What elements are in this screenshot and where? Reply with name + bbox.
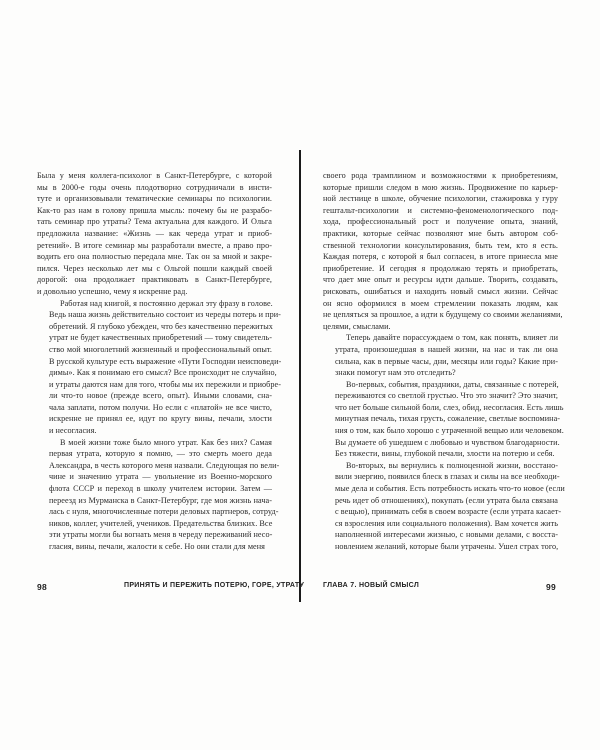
paragraph	[37, 170, 272, 298]
text-line: Теперь давайте порассуждаем о том, как понять, влияет ли	[346, 333, 558, 343]
text-line: Александра, в честь которого меня назвали. Следующая по вели-	[49, 460, 280, 470]
text-line: ство мой многолетний жизненный и профессиональный опыт.	[49, 344, 272, 354]
text-line: и довольно успешно, чему я искренне рад.	[37, 286, 188, 296]
text-line: В русской культуре есть выражение «Пути Господни неисповеди-	[49, 356, 282, 366]
text-line: которые пришли следом в мою жизнь. Продвижение по карьер-	[323, 182, 558, 192]
text-line: искренне не принял ее, идут по кругу вины, печали, злости	[49, 414, 272, 424]
paragraph	[323, 379, 564, 460]
paragraph	[323, 460, 565, 553]
text-line: Была у меня коллега-психолог в Санкт-Петербурге, с которой	[37, 171, 272, 180]
text-line: ретений». В итоге семинар мы разработали вместе, а право про-	[37, 240, 272, 250]
text-line: обретений. Я глубоко убежден, что без качественно пережитых	[49, 321, 273, 331]
text-line: с вещью), принимать себя в своем возрасте (если утрата касает-	[335, 507, 562, 517]
text-line: утрата, произошедшая в нашей жизни, на нас и так ли она	[335, 344, 558, 354]
left-running-head	[124, 582, 304, 589]
page-number: 99	[546, 582, 557, 592]
text-line: знаки помогут нам это отследить?	[335, 368, 456, 378]
text-line: ников, коллег, учителей, учеников. Предательства близких. Все	[49, 518, 273, 528]
running-head-text: ПРИНЯТЬ И ПЕРЕЖИТЬ ПОТЕРЮ, ГОРЕ, УТРАТУ	[124, 582, 305, 589]
text-line: тать семинар про утраты? Тема актуальна для каждого. И Ольга	[37, 217, 272, 227]
text-line: ственной технологии консультирования, быть тем, кто я есть.	[323, 240, 558, 250]
text-line: Каждая потеря, с которой я был согласен, в итоге принесла мне	[323, 252, 558, 262]
text-line: целями, смыслами.	[323, 321, 391, 331]
text-line: В моей жизни тоже было много утрат. Как без них? Самая	[60, 437, 272, 447]
right-folio-number	[546, 582, 556, 592]
left-folio-number	[37, 582, 47, 592]
text-line: своего рода трамплином и возможностями к приобретениям,	[323, 171, 558, 180]
text-line: мые дела и события. Есть потребность искать что-то новое (если	[335, 484, 565, 494]
text-line: водить его она полностью передала мне. Так он за мной и закре-	[37, 252, 272, 262]
text-line: лась с нуля, многочисленные потери деловых партнеров, сотруд-	[49, 507, 279, 517]
text-line: чала заплати, потом получи. Но если с «платой» не все чисто,	[49, 402, 272, 412]
text-line: первая утрата, которую я помню, — это смерть моего деда	[49, 449, 272, 459]
text-line: и утраты даются нам для того, чтобы мы их пережили и приобре-	[49, 379, 281, 389]
text-line: не цепляться за прошлое, а идти к будущему со своими желаниями,	[323, 310, 563, 320]
text-line: предложила название: «Жизнь — как череда утрат и приоб-	[37, 228, 272, 238]
text-line: новлением желаний, которые были утрачены. Ушел страх того,	[335, 542, 559, 551]
text-line: что нет больше сильной боли, слез, обид, несогласия. Есть лишь	[335, 402, 564, 412]
text-line: гласия, вины, печали, жалости к себе. Но они стали для меня	[49, 542, 265, 551]
text-line: рисковать, ошибаться и находить новый смысл жизни. Сейчас	[323, 286, 558, 296]
paragraph	[37, 298, 282, 437]
text-line: Как-то раз нам в голову пришла мысль: почему бы не разрабо-	[37, 205, 272, 215]
paragraph	[323, 170, 563, 332]
text-line: утрат не будет качественных приобретений — тому свидетель-	[49, 333, 272, 343]
text-line: эти утраты могли бы вогнать меня в череду переживаний несо-	[49, 530, 273, 540]
running-head-text: ГЛАВА 7. НОВЫЙ СМЫСЛ	[323, 582, 420, 589]
text-line: пился. Через несколько лет мы с Ольгой пошли каждый своей	[37, 263, 272, 273]
text-line: ной лестнице в школе, обучение психологии, стажировка у гуру	[323, 194, 558, 204]
text-line: он ясно оформился в моем стремлении показать людям, как	[323, 298, 558, 308]
text-line: ся взросления или социального положения). Вам хочется жить	[335, 518, 558, 528]
text-line: Во-первых, события, праздники, даты, связанные с потерей,	[346, 379, 559, 389]
text-line: переживаются со светлой грустью. Что это значит? Это значит,	[335, 391, 558, 401]
text-line: наполненной интересами жизнью, с новыми делами, с восста-	[335, 530, 558, 540]
text-line: хода, профессиональный рост и получение опыта, знаний,	[323, 217, 558, 227]
page-number: 98	[37, 582, 48, 592]
text-line: ли что-то новое (прежде всего, опыт). Иными словами, сна-	[49, 391, 272, 401]
text-line: димы». Как я понимаю его смысл? Все происходит не случайно,	[49, 368, 277, 378]
text-line: чине и значению утрата — увольнение из Военно-морского	[49, 472, 272, 482]
text-line: Ведь наша жизнь действительно состоит из череды потерь и при-	[49, 310, 281, 320]
text-line: гештальт-психологии и системно-феноменологического под-	[323, 205, 558, 215]
text-line: Во-вторых, вы вернулись к полноценной жизни, восстано-	[346, 460, 558, 470]
paragraph	[37, 437, 280, 553]
text-line: сильна, как в первые часы, дни, месяцы или годы? Какие при-	[335, 356, 558, 366]
text-line: приобретение. И сегодня я продолжаю терять и приобретать,	[323, 263, 558, 273]
text-line: мы в 2000-е годы очень плодотворно сотрудничали в инсти-	[37, 182, 272, 192]
left-page	[37, 170, 282, 553]
text-line: речь идет об отношениях), покупать (если утрата была связана	[335, 495, 558, 505]
right-running-head	[323, 582, 419, 589]
text-line: вили энергию, появился блеск в глазах и силы на все необходи-	[335, 472, 560, 482]
text-line: что дает мне опыт и ресурсы идти дальше. Творить, создавать,	[323, 275, 558, 285]
text-line: флота СССР и переход в школу учителем истории. Затем —	[49, 484, 272, 494]
text-line: и несогласия.	[49, 426, 97, 436]
text-line: ния о том, как было хорошо с утраченной вещью или человеком.	[335, 426, 564, 436]
text-line: дорогой: она продолжает практиковать в Санкт-Петербурге,	[37, 275, 272, 285]
text-line: переезд из Мурманска в Санкт-Петербург, где моя жизнь нача-	[49, 495, 272, 505]
text-line: туте и организовывали тематические семинары по психологии.	[37, 194, 272, 204]
text-line: минутная печаль, тихая грусть, сожаление, светлые воспомина-	[335, 414, 561, 424]
right-page	[323, 170, 565, 553]
paragraph	[323, 332, 558, 378]
gutter-line	[299, 150, 301, 602]
text-line: Без тяжести, вины, глубокой печали, злости на потерю и себя.	[335, 449, 555, 459]
text-line: Вы думаете об ушедшем с любовью и чувством благодарности.	[335, 437, 560, 447]
text-line: практики, которые сейчас позволяют мне быть автором соб-	[323, 228, 558, 238]
text-line: Работая над книгой, я постоянно держал эту фразу в голове.	[60, 298, 273, 308]
